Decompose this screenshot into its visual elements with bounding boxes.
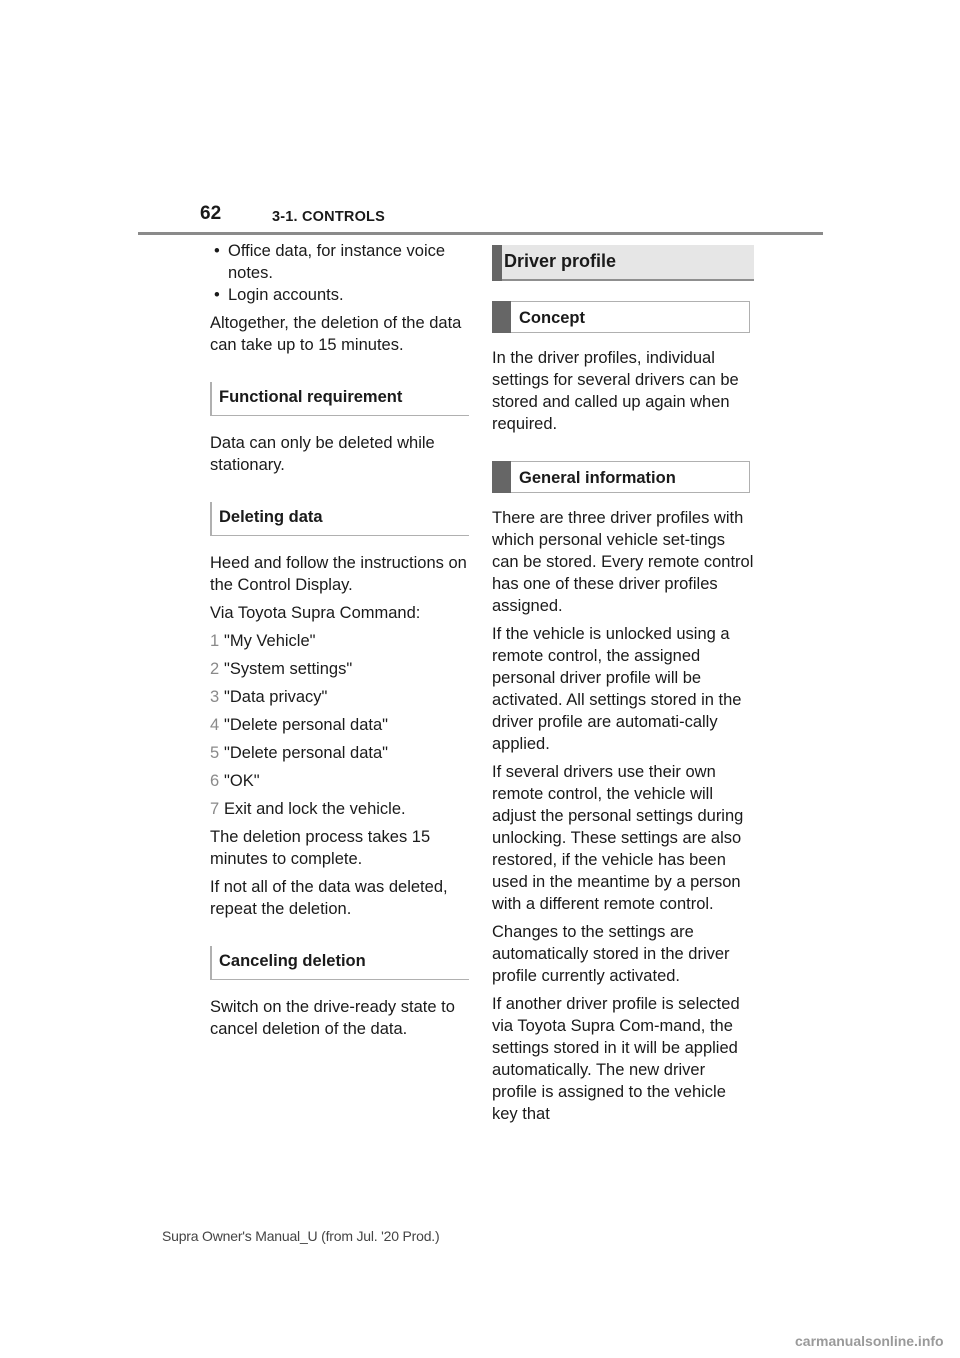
step-text: "My Vehicle" (224, 632, 316, 650)
list-item (210, 630, 472, 652)
heading-general-information (492, 461, 750, 493)
paragraph-via: Via Toyota Supra Command: (210, 604, 421, 622)
paragraph-switch: Switch on the drive-ready state to cancel deletion of the data. (210, 998, 455, 1038)
list-item (210, 770, 472, 792)
step-number: 1 (210, 632, 220, 650)
step-number: 6 (210, 772, 220, 790)
heading-bar (492, 301, 511, 333)
paragraph-not-all: If not all of the data was deleted, repeat the deletion. (210, 878, 448, 918)
heading-text: General information (519, 469, 676, 487)
heading-driver-profile (492, 245, 754, 281)
list-item (210, 714, 472, 736)
footer-text: Supra Owner's Manual_U (from Jul. '20 Prod.) (162, 1228, 440, 1244)
steps-list (210, 630, 472, 820)
step-text: "Delete personal data" (224, 744, 388, 762)
paragraph-unlocked: If the vehicle is unlocked using a remote control, the assigned personal driver profile will be activated. All settings stored in the driver profile are automati-cally applied. (492, 625, 742, 753)
step-number: 3 (210, 688, 220, 706)
page-number: 62 (200, 203, 222, 224)
paragraph-several-drivers: If several drivers use their own remote control, the vehicle will adjust the personal settings during unlocking. These settings are also restored, if the vehicle has been used in the meantime by a person with a different remote control. (492, 763, 744, 913)
heading-bar (492, 245, 502, 281)
step-text: "System settings" (224, 660, 353, 678)
paragraph-another-profile: If another driver profile is selected via Toyota Supra Com-mand, the settings stored in it will be applied automatically. The new driver profile is assigned to the vehicle key that (492, 995, 740, 1123)
step-text: "OK" (224, 772, 260, 790)
step-number: 5 (210, 744, 220, 762)
bullet-list (210, 240, 472, 306)
heading-text: Concept (519, 309, 585, 327)
header-rule (138, 232, 823, 235)
heading-concept (492, 301, 750, 333)
heading-bar (492, 461, 511, 493)
watermark: carmanualsonline.info (795, 1333, 944, 1349)
step-number: 4 (210, 716, 220, 734)
paragraph-process: The deletion process takes 15 minutes to complete. (210, 828, 431, 868)
paragraph-three-profiles: There are three driver profiles with which personal vehicle set-tings can be stored. Every remote control has one of these driver profiles assigned. (492, 509, 754, 615)
step-number: 2 (210, 660, 220, 678)
right-column (492, 240, 754, 1131)
paragraph-heed: Heed and follow the instructions on the Control Display. (210, 554, 467, 594)
paragraph-concept: In the driver profiles, individual settings for several drivers can be stored and called up again when required. (492, 349, 739, 433)
heading-functional-requirement: Functional requirement (210, 382, 469, 416)
step-number: 7 (210, 800, 220, 818)
paragraph-changes: Changes to the settings are automatically stored in the driver profile currently activated. (492, 923, 730, 985)
heading-deleting-data: Deleting data (210, 502, 469, 536)
step-text: "Delete personal data" (224, 716, 388, 734)
paragraph-altogether: Altogether, the deletion of the data can take up to 15 minutes. (210, 314, 462, 354)
left-column (210, 240, 472, 1046)
list-item: • Login accounts. (210, 284, 472, 306)
heading-canceling-deletion: Canceling deletion (210, 946, 469, 980)
list-item (210, 686, 472, 708)
list-item (210, 742, 472, 764)
paragraph-functional: Data can only be deleted while stationary. (210, 434, 435, 474)
list-item (210, 658, 472, 680)
step-text: "Data privacy" (224, 688, 328, 706)
heading-text: Driver profile (504, 251, 617, 271)
list-item: • Office data, for instance voice notes. (210, 240, 472, 284)
step-text: Exit and lock the vehicle. (224, 800, 406, 818)
section-label: 3-1. CONTROLS (272, 209, 385, 225)
list-item (210, 798, 472, 820)
